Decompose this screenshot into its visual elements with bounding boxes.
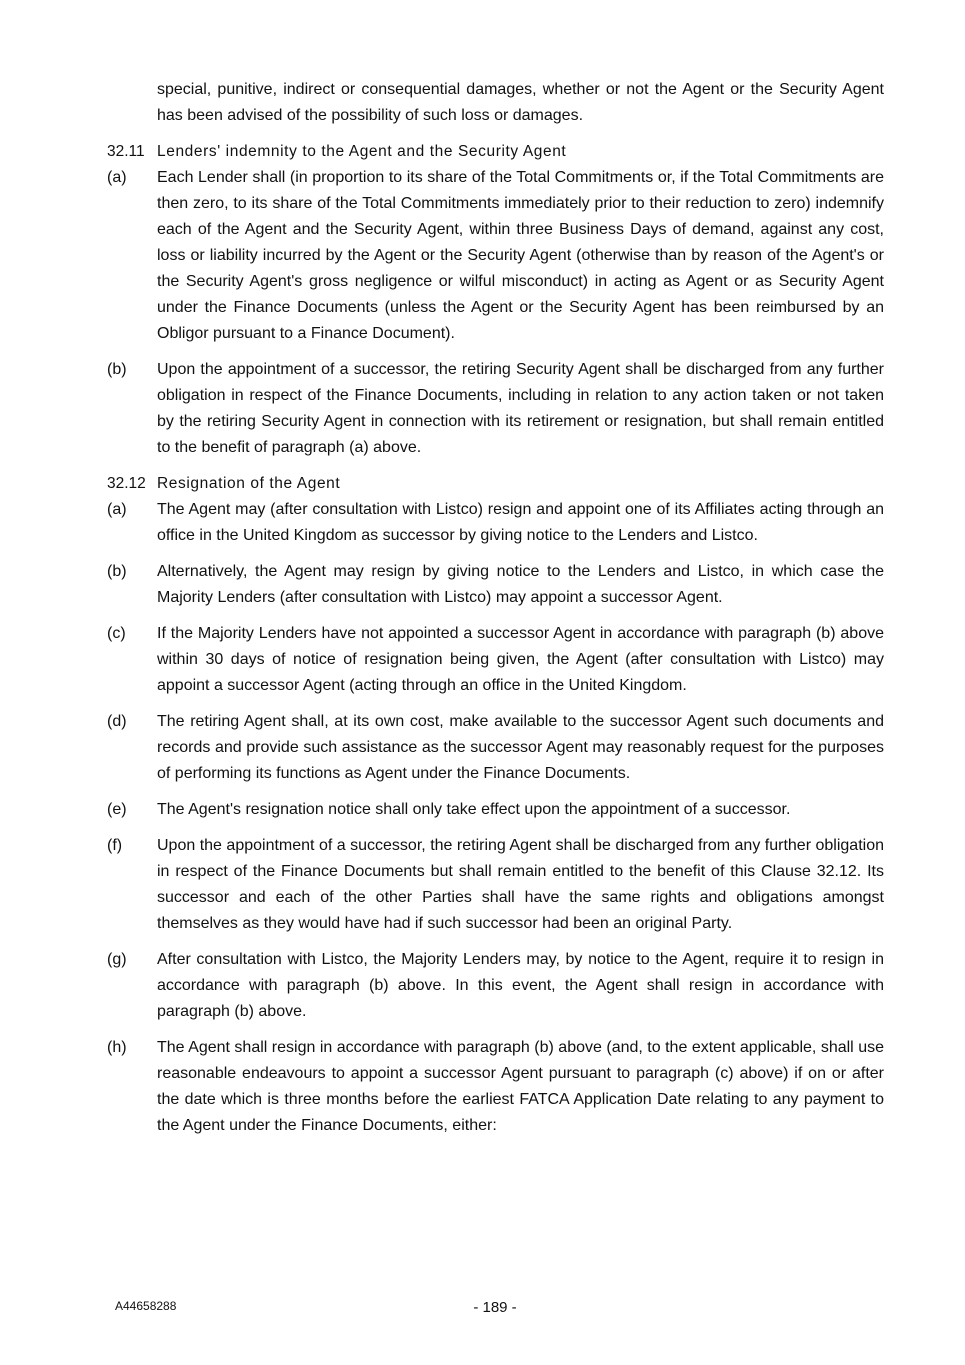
paragraph bbox=[107, 357, 884, 461]
paragraph-text: The retiring Agent shall, at its own cost, make available to the successor Agent such documents and records and provide such assistance as the successor Agent may reasonably request for the purposes of performing its functions as Agent under the Finance Documents. bbox=[157, 713, 884, 782]
continuation-text: special, punitive, indirect or consequential damages, whether or not the Agent or the Security Agent has been advised of the possibility of such loss or damages. bbox=[157, 81, 884, 124]
paragraph-text: If the Majority Lenders have not appointed a successor Agent in accordance with paragraph (b) above within 30 days of notice of resignation being given, the Agent (after consultation with Listco) may appoint a successor Agent (acting through an office in the United Kingdom. bbox=[157, 625, 884, 694]
paragraph-label: (a) bbox=[107, 501, 127, 518]
paragraph-label: (d) bbox=[107, 713, 127, 730]
paragraph-label: (a) bbox=[107, 169, 127, 186]
paragraph bbox=[107, 709, 884, 787]
paragraph-text: The Agent shall resign in accordance with paragraph (b) above (and, to the extent applicable, shall use reasonable endeavours to appoint a successor Agent pursuant to paragraph (c) above) if on or after the date which is three months before the earliest FATCA Application Date relating to any payment to the Agent under the Finance Documents, either: bbox=[157, 1039, 884, 1134]
paragraph-label: (g) bbox=[107, 951, 127, 968]
paragraph-label: (c) bbox=[107, 625, 126, 642]
paragraph bbox=[107, 621, 884, 699]
section-title: Lenders' indemnity to the Agent and the Security Agent bbox=[157, 143, 567, 160]
section-heading bbox=[107, 139, 884, 165]
document-id: A44658288 bbox=[115, 1299, 177, 1313]
paragraph-label: (e) bbox=[107, 801, 127, 818]
section-heading bbox=[107, 471, 884, 497]
paragraph-label: (b) bbox=[107, 361, 127, 378]
paragraph bbox=[107, 797, 884, 823]
section-number: 32.11 bbox=[107, 143, 145, 160]
paragraph-text: Upon the appointment of a successor, the retiring Agent shall be discharged from any further obligation in respect of the Finance Documents but shall remain entitled to the benefit of this Clause 32.12. Its successor and each of the other Parties shall have the same rights and obligations amongst themselves as they would have had if such successor had been an original Party. bbox=[157, 837, 884, 932]
paragraph-text: The Agent's resignation notice shall only take effect upon the appointment of a successor. bbox=[157, 801, 791, 818]
paragraph bbox=[107, 165, 884, 347]
paragraph bbox=[107, 1035, 884, 1139]
section-title: Resignation of the Agent bbox=[157, 475, 341, 492]
paragraph bbox=[107, 947, 884, 1025]
paragraph-text: Alternatively, the Agent may resign by giving notice to the Lenders and Listco, in which case the Majority Lenders (after consultation with Listco) may appoint a successor Agent. bbox=[157, 563, 884, 606]
page-number: - 189 - bbox=[473, 1299, 517, 1316]
paragraph bbox=[107, 559, 884, 611]
section-number: 32.12 bbox=[107, 475, 146, 492]
paragraph bbox=[107, 497, 884, 549]
paragraph-text: Each Lender shall (in proportion to its share of the Total Commitments or, if the Total Commitments are then zero, to its share of the Total Commitments immediately prior to their reduction to zero) indemnify each of the Agent and the Security Agent, within three Business Days of demand, against any cost, loss or liability incurred by the Agent or the Security Agent (otherwise than by reason of the Agent's or the Security Agent's gross negligence or wilful misconduct) in acting as Agent or as Security Agent under the Finance Documents (unless the Agent or the Security Agent has been reimbursed by an Obligor pursuant to a Finance Document). bbox=[157, 169, 884, 342]
paragraph-text: The Agent may (after consultation with Listco) resign and appoint one of its Affiliates acting through an office in the United Kingdom as successor by giving notice to the Lenders and Listco. bbox=[157, 501, 884, 544]
paragraph-text: After consultation with Listco, the Majority Lenders may, by notice to the Agent, require it to resign in accordance with paragraph (b) above. In this event, the Agent shall resign in accordance with paragraph (b) above. bbox=[157, 951, 884, 1020]
paragraph-label: (b) bbox=[107, 563, 127, 580]
paragraph bbox=[107, 833, 884, 937]
paragraph-text: Upon the appointment of a successor, the retiring Security Agent shall be discharged from any further obligation in respect of the Finance Documents, including in relation to any action taken or not taken by the retiring Security Agent in connection with its retirement or resignation, but shall remain entitled to the benefit of paragraph (a) above. bbox=[157, 361, 884, 456]
document-body bbox=[107, 77, 884, 1149]
paragraph-label: (h) bbox=[107, 1039, 127, 1056]
paragraph-label: (f) bbox=[107, 837, 123, 854]
